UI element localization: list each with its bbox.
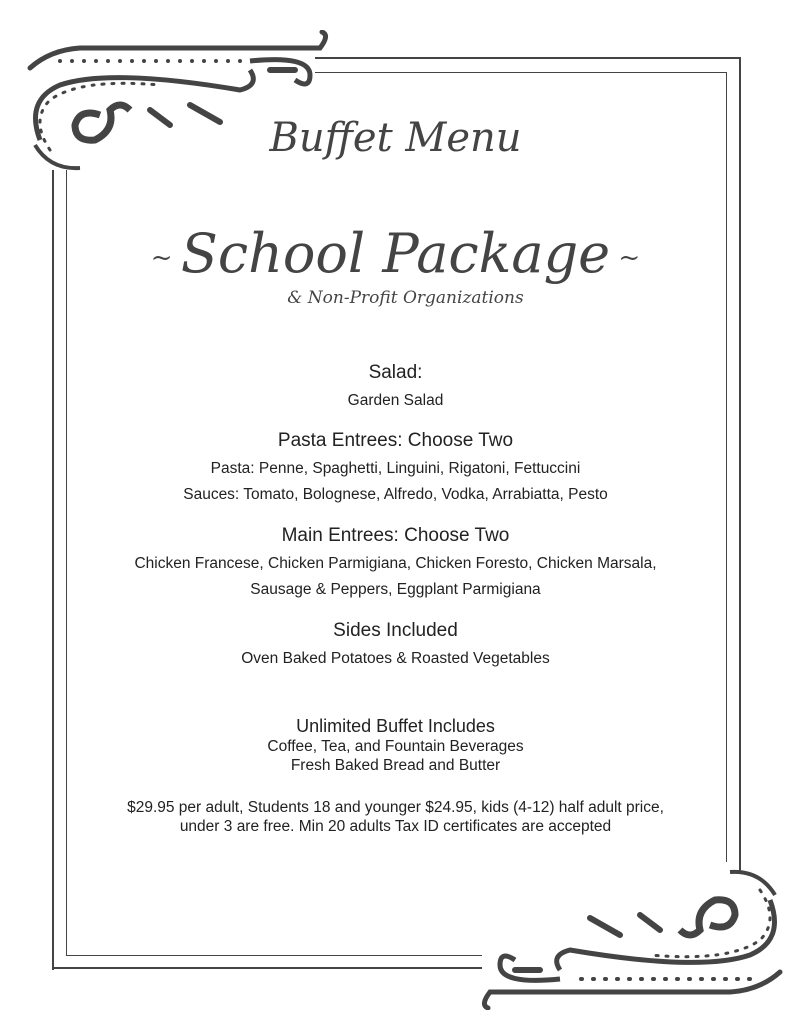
package-subtitle: & Non-Profit Organizations xyxy=(287,288,524,308)
section-line: Oven Baked Potatoes & Roasted Vegetables xyxy=(241,650,550,667)
section-heading: Pasta Entrees: Choose Two xyxy=(277,430,514,451)
package-title-text: School Package xyxy=(180,222,611,285)
left-swirl-icon: ~ xyxy=(150,243,181,273)
includes-line: Coffee, Tea, and Fountain Beverages xyxy=(267,738,524,755)
pricing-line: under 3 are free. Min 20 adults Tax ID certificates are accepted xyxy=(179,818,612,835)
section-line: Sausage & Peppers, Eggplant Parmigiana xyxy=(250,581,541,598)
section-line: Garden Salad xyxy=(347,392,444,409)
section-line: Sauces: Tomato, Bolognese, Alfredo, Vodka, Arrabiatta, Pesto xyxy=(183,486,608,503)
section-line: Chicken Francese, Chicken Parmigiana, Chicken Foresto, Chicken Marsala, xyxy=(134,555,657,572)
menu-title: Buffet Menu xyxy=(269,115,522,161)
corner-flourish-bottom-right-icon xyxy=(470,860,790,1010)
section-heading: Sides Included xyxy=(333,620,458,641)
section-heading: Main Entrees: Choose Two xyxy=(281,525,510,546)
pricing-line: $29.95 per adult, Students 18 and younger $24.95, kids (4-12) half adult price, xyxy=(127,799,664,816)
right-swirl-icon: ~ xyxy=(610,243,641,273)
includes-line: Fresh Baked Bread and Butter xyxy=(290,757,501,774)
frame-bottom-outer xyxy=(52,967,482,969)
section-line: Pasta: Penne, Spaghetti, Linguini, Rigatoni, Fettuccini xyxy=(210,460,581,477)
frame-bottom-inner xyxy=(66,955,482,956)
section-heading: Salad: xyxy=(368,362,423,383)
package-title xyxy=(0,222,791,285)
frame-top-inner xyxy=(315,72,727,73)
includes-heading: Unlimited Buffet Includes xyxy=(296,716,495,736)
frame-top-outer xyxy=(315,57,741,59)
